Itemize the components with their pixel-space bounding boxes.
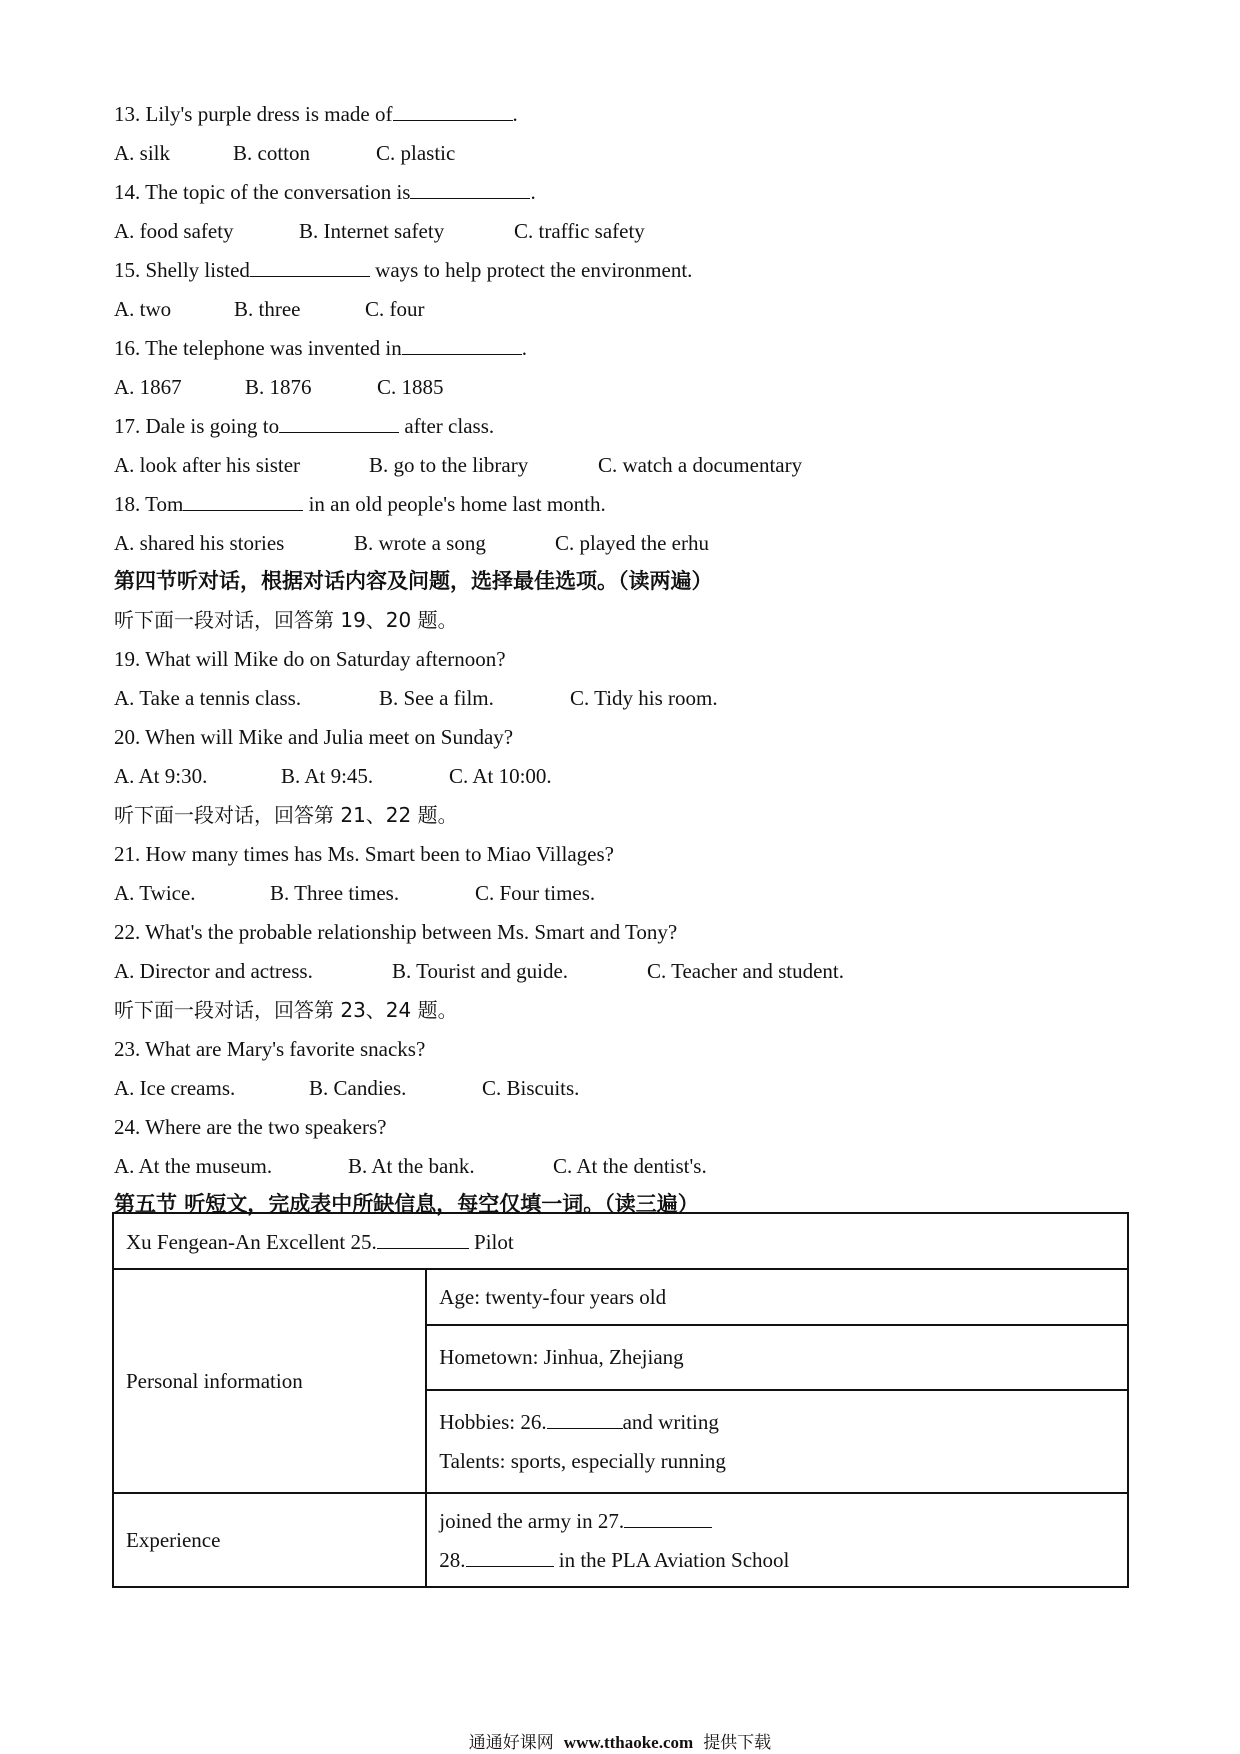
info-table xyxy=(112,1212,1129,1588)
footer-url[interactable]: www.tthaoke.com xyxy=(563,1733,694,1752)
question-14 xyxy=(114,178,536,206)
section-5-heading: 第五节 听短文，完成表中所缺信息，每空仅填一词。（读三遍） xyxy=(114,1192,699,1216)
option-b: B. Candies. xyxy=(309,1076,407,1100)
question-stem: 16. The telephone was invented in xyxy=(114,336,402,360)
question-tail: in an old people's home last month. xyxy=(303,492,606,516)
option-a: A. Twice. xyxy=(114,881,196,905)
table-title: Xu Fengean-An Excellent 25. xyxy=(126,1229,377,1254)
option-b: B. Tourist and guide. xyxy=(392,959,569,983)
table-row xyxy=(113,1269,1128,1325)
option-b: B. three xyxy=(234,297,301,321)
answer-blank xyxy=(393,100,513,121)
question-15 xyxy=(114,256,692,284)
experience-line-1 xyxy=(439,1507,1115,1535)
answer-blank xyxy=(410,178,530,199)
answer-blank xyxy=(402,334,522,355)
question-21: 21. How many times has Ms. Smart been to Miao Villages? xyxy=(114,842,614,866)
question-22: 22. What's the probable relationship between Ms. Smart and Tony? xyxy=(114,920,678,944)
option-c: C. plastic xyxy=(376,141,456,165)
question-23: 23. What are Mary's favorite snacks? xyxy=(114,1037,426,1061)
option-c: C. traffic safety xyxy=(514,219,645,243)
question-17 xyxy=(114,412,494,440)
option-a: A. At the museum. xyxy=(114,1154,273,1178)
option-c: C. four xyxy=(365,297,425,321)
option-b: B. wrote a song xyxy=(354,531,486,555)
question-tail: . xyxy=(512,102,518,126)
option-b: B. At the bank. xyxy=(348,1154,475,1178)
option-c: C. 1885 xyxy=(377,375,444,399)
table-row xyxy=(113,1493,1128,1587)
option-b: B. See a film. xyxy=(379,686,494,710)
option-b: B. At 9:45. xyxy=(281,764,374,788)
question-stem: 15. Shelly listed xyxy=(114,258,250,282)
question-tail: ways to help protect the environment. xyxy=(369,258,693,282)
question-stem: 17. Dale is going to xyxy=(114,414,280,438)
experience-label xyxy=(113,1493,426,1587)
hometown-cell: Hometown: Jinhua, Zhejiang xyxy=(426,1325,1128,1390)
answer-blank xyxy=(183,490,303,511)
option-b: B. Internet safety xyxy=(299,219,445,243)
page-footer xyxy=(0,1728,1240,1753)
question-13 xyxy=(114,100,518,128)
option-b: B. 1876 xyxy=(245,375,312,399)
hobbies-cell xyxy=(426,1390,1128,1493)
question-24: 24. Where are the two speakers? xyxy=(114,1115,387,1139)
option-c: C. played the erhu xyxy=(555,531,709,555)
hobbies-label: Hobbies: 26. xyxy=(439,1410,547,1434)
option-a: A. food safety xyxy=(114,219,234,243)
question-stem: 18. Tom xyxy=(114,492,184,516)
answer-blank-25 xyxy=(377,1228,469,1249)
age-cell: Age: twenty-four years old xyxy=(426,1269,1128,1325)
option-a: A. two xyxy=(114,297,172,321)
question-20: 20. When will Mike and Julia meet on Sunday? xyxy=(114,725,514,749)
option-c: C. watch a documentary xyxy=(598,453,803,477)
group-instruction: 听下面一段对话，回答第 21、22 题。 xyxy=(114,803,458,827)
option-a: A. look after his sister xyxy=(114,453,301,477)
option-b: B. cotton xyxy=(233,141,310,165)
table-title-cell xyxy=(113,1213,1128,1269)
option-a: A. Director and actress. xyxy=(114,959,313,983)
footer-site-name: 通通好课网 xyxy=(468,1733,554,1753)
option-c: C. Biscuits. xyxy=(482,1076,580,1100)
question-tail: after class. xyxy=(399,414,495,438)
experience-2-text: in the PLA Aviation School xyxy=(553,1547,790,1572)
option-a: A. 1867 xyxy=(114,375,182,399)
table-title-suffix: Pilot xyxy=(468,1229,514,1254)
hobbies-suffix: and writing xyxy=(622,1410,719,1434)
answer-blank-27 xyxy=(624,1507,712,1528)
personal-info-label xyxy=(113,1269,426,1493)
answer-blank-26 xyxy=(547,1408,623,1429)
experience-line-2 xyxy=(439,1546,1115,1574)
question-tail: . xyxy=(521,336,527,360)
option-c: C. Teacher and student. xyxy=(647,959,844,983)
question-19: 19. What will Mike do on Saturday afternoon? xyxy=(114,647,506,671)
option-c: C. Four times. xyxy=(475,881,596,905)
answer-blank-28 xyxy=(466,1546,554,1567)
experience-2-number: 28. xyxy=(439,1547,466,1572)
option-c: C. Tidy his room. xyxy=(570,686,718,710)
question-16 xyxy=(114,334,527,362)
group-instruction: 听下面一段对话，回答第 23、24 题。 xyxy=(114,998,458,1022)
option-a: A. Ice creams. xyxy=(114,1076,236,1100)
question-tail: . xyxy=(530,180,536,204)
talents-line: Talents: sports, especially running xyxy=(439,1449,726,1473)
question-stem: 14. The topic of the conversation is xyxy=(114,180,411,204)
footer-download-text: 提供下载 xyxy=(703,1733,772,1753)
question-18 xyxy=(114,490,606,518)
question-stem: 13. Lily's purple dress is made of xyxy=(114,102,393,126)
personal-info-text: Personal information xyxy=(126,1368,303,1393)
option-a: A. shared his stories xyxy=(114,531,285,555)
option-c: C. At the dentist's. xyxy=(553,1154,707,1178)
option-c: C. At 10:00. xyxy=(449,764,552,788)
option-a: A. silk xyxy=(114,141,171,165)
answer-blank xyxy=(279,412,399,433)
hobbies-line xyxy=(439,1408,1115,1436)
group-instruction: 听下面一段对话，回答第 19、20 题。 xyxy=(114,608,458,632)
option-b: B. go to the library xyxy=(369,453,529,477)
experience-text: Experience xyxy=(126,1527,221,1552)
option-b: B. Three times. xyxy=(270,881,400,905)
experience-cell xyxy=(426,1493,1128,1587)
table-title-row xyxy=(113,1213,1128,1269)
experience-1-text: joined the army in 27. xyxy=(439,1508,625,1533)
option-a: A. Take a tennis class. xyxy=(114,686,302,710)
section-4-heading: 第四节听对话，根据对话内容及问题，选择最佳选项。（读两遍） xyxy=(114,569,713,593)
option-a: A. At 9:30. xyxy=(114,764,208,788)
answer-blank xyxy=(250,256,370,277)
